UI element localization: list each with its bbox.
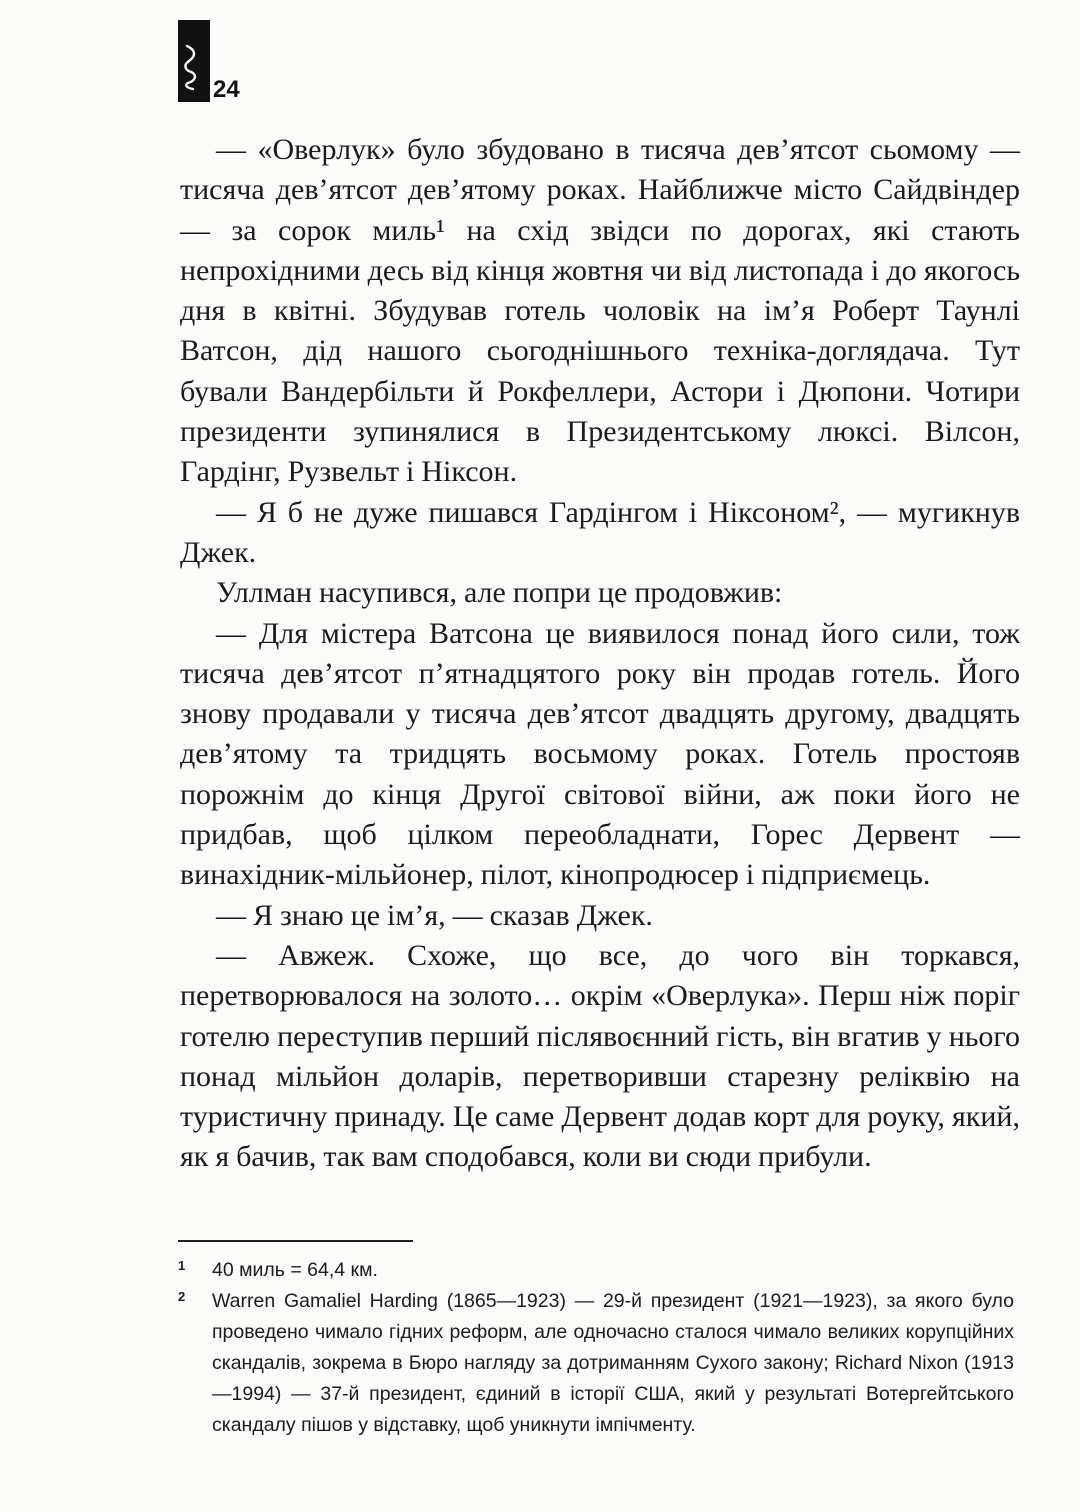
paragraph: — Я знаю це ім’я, — сказав Джек. (216, 898, 653, 932)
main-text (180, 130, 1020, 1178)
paragraph: — Я б не дуже пишався Гардінгом і Ніксоном², — мугикнув Джек. (180, 495, 1020, 569)
footnote-divider (178, 1240, 413, 1242)
footnote-mark: 1 (178, 1258, 186, 1273)
footnote (178, 1286, 1014, 1441)
footnotes (178, 1255, 1014, 1441)
footnote (178, 1255, 1014, 1286)
footnote-text: 40 миль = 64,4 км. (212, 1259, 378, 1281)
paragraph: Уллман насупився, але попри це продовжив: (216, 576, 783, 610)
page-number: 24 (213, 76, 240, 103)
paragraph: — Авжеж. Схоже, що все, до чого він торкався, перетворювалося на золото… окрім «Оверлука». Перш ніж поріг готелю переступив перший післявоєнний гість, він вгатив у нього понад мільйон доларів, перетворивши старезну реліквію на туристичну принаду. Це саме Дервент додав корт для роуку, який, як я бачив, так вам сподобався, коли ви сюди прибули. (180, 938, 1020, 1174)
squiggle-icon (178, 20, 210, 102)
paragraph: — «Оверлук» було збудовано в тисяча дев’ятсот сьомому — тисяча дев’ятсот дев’ятому роках. Найближче місто Сайдвіндер — за сорок миль¹ на схід звідси по дорогах, які стають непрохідними десь від кінця жовтня чи від листопада і до якогось дня в квітні. Збудував готель чоловік на ім’я Роберт Таунлі Ватсон, дід нашого сьогоднішнього техніка-доглядача. Тут бували Вандербільти й Рокфеллери, Астори і Дюпони. Чотири президенти зупинялися в Президентському люксі. Вілсон, Гардінг, Рузвельт і Ніксон. (180, 133, 1020, 489)
footnote-text: Warren Gamaliel Harding (1865—1923) — 29-й президент (1921—1923), за якого було проведено чимало гідних реформ, але одночасно сталося чимало великих корупційних скандалів, зокрема в Бюро нагляду за дотриманням Сухого закону; Richard Nixon (1913—1994) — 37-й президент, єдиний в історії США, який у результаті Вотергейтського скандалу пішов у відставку, щоб уникнути імпічменту. (212, 1290, 1014, 1436)
footnote-mark: 2 (178, 1289, 186, 1304)
paragraph: — Для містера Ватсона це виявилося понад його сили, тож тисяча дев’ятсот п’ятнадцятого року він продав готель. Його знову продавали у тисяча дев’ятсот двадцять другому, двадцять дев’ятому та тридцять восьмому роках. Готель простояв порожнім до кінця Другої світової війни, аж поки його не придбав, щоб цілком переобладнати, Горес Дервент — винахідник-мільйонер, пілот, кінопродюсер і підприємець. (180, 616, 1020, 892)
chapter-marker (178, 20, 210, 102)
